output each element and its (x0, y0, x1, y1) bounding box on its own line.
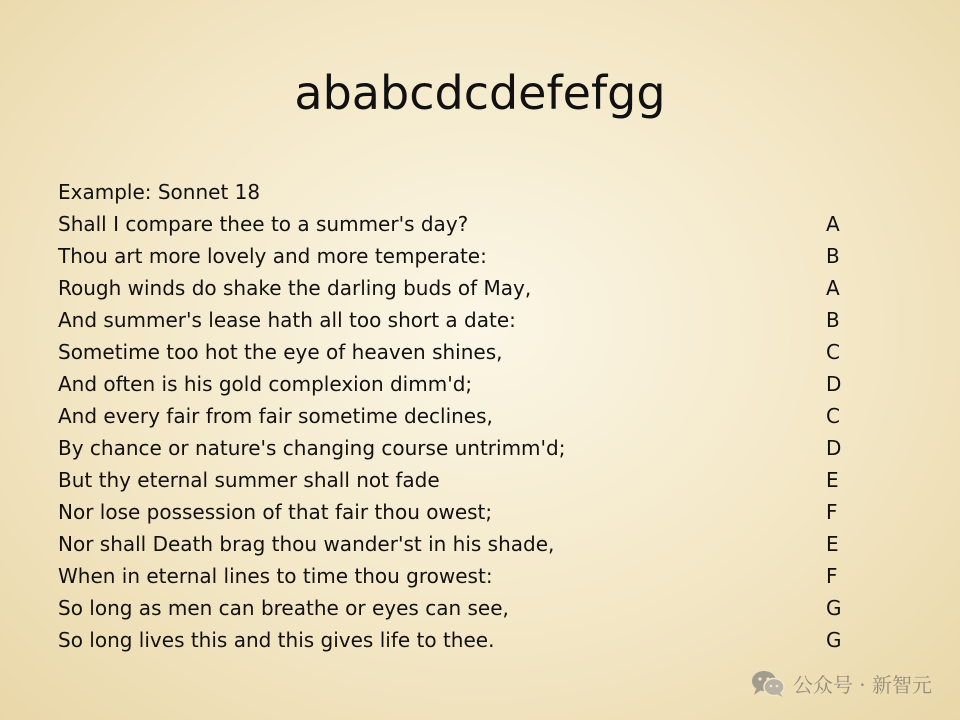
rhyme-letter: G (826, 596, 842, 620)
poem-line (58, 336, 858, 368)
wechat-icon (751, 670, 785, 698)
poem-line (58, 528, 858, 560)
rhyme-letter: F (826, 564, 838, 588)
rhyme-letter: G (826, 628, 842, 652)
poem-line-text: Rough winds do shake the darling buds of May, (58, 276, 532, 300)
watermark (751, 669, 932, 698)
poem-line-text: Shall I compare thee to a summer's day? (58, 212, 469, 236)
poem-line (58, 432, 858, 464)
slide-title: ababcdcdefefgg (294, 66, 666, 120)
rhyme-letter: E (826, 468, 839, 492)
rhyme-letter: B (826, 244, 840, 268)
poem-line-text: Nor lose possession of that fair thou owest; (58, 500, 493, 524)
poem-line-text: By chance or nature's changing course untrimm'd; (58, 436, 566, 460)
rhyme-letter: D (826, 372, 842, 396)
poem-line (58, 624, 858, 656)
poem-line (58, 272, 858, 304)
rhyme-letter: F (826, 500, 838, 524)
poem-line-text: Nor shall Death brag thou wander'st in his shade, (58, 532, 555, 556)
poem-line-text: So long lives this and this gives life to thee. (58, 628, 495, 652)
poem-line-text: And summer's lease hath all too short a date: (58, 308, 516, 332)
rhyme-letter: C (826, 404, 840, 428)
rhyme-letter: C (826, 340, 840, 364)
poem-line (58, 208, 858, 240)
rhyme-letter: E (826, 532, 839, 556)
poem-line-text: But thy eternal summer shall not fade (58, 468, 440, 492)
poem-line (58, 304, 858, 336)
poem-line-text: And every fair from fair sometime declines, (58, 404, 493, 428)
watermark-text: 公众号 · 新智元 (792, 673, 932, 697)
poem-line-text: When in eternal lines to time thou growest: (58, 564, 493, 588)
poem-line (58, 240, 858, 272)
poem-line-text: Sometime too hot the eye of heaven shines, (58, 340, 503, 364)
poem-line (58, 400, 858, 432)
poem-line-text: Thou art more lovely and more temperate: (58, 244, 487, 268)
rhyme-letter: A (826, 212, 840, 236)
poem-line (58, 560, 858, 592)
rhyme-letter: D (826, 436, 842, 460)
poem-line-text: So long as men can breathe or eyes can see, (58, 596, 509, 620)
rhyme-letter: B (826, 308, 840, 332)
poem-line (58, 464, 858, 496)
poem-line-text: And often is his gold complexion dimm'd; (58, 372, 473, 396)
sonnet-block (58, 176, 858, 656)
poem-line (58, 496, 858, 528)
poem-line (58, 368, 858, 400)
rhyme-letter: A (826, 276, 840, 300)
poem-line (58, 592, 858, 624)
example-label: Example: Sonnet 18 (58, 180, 261, 204)
